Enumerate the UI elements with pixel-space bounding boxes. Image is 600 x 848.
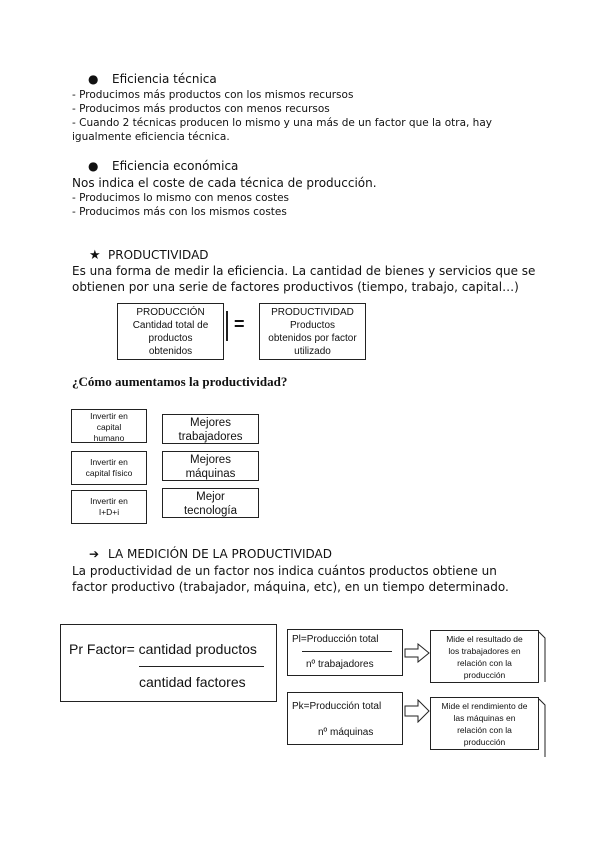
- list-item: - Cuando 2 técnicas producen lo mismo y una más de un factor que la otra, hay: [72, 117, 492, 129]
- box-line: relación con la: [457, 658, 512, 668]
- callout-tab: [539, 697, 551, 757]
- productividad-box: [259, 303, 366, 360]
- pl-numerator: Pl=Producción total: [292, 634, 379, 645]
- formula-numerator: Pr Factor= cantidad productos: [69, 641, 257, 657]
- result-box-maquinas: [162, 451, 259, 481]
- box-line: humano: [93, 433, 125, 443]
- list-item: - Producimos más con los mismos costes: [72, 206, 287, 218]
- pk-numerator: Pk=Producción total: [292, 701, 382, 712]
- box-line: PRODUCCIÓN: [136, 307, 205, 318]
- pl-denominator: nº trabajadores: [306, 659, 374, 670]
- formula-denominator: cantidad factores: [139, 674, 246, 690]
- pk-box: [287, 692, 403, 745]
- fraction-line: [302, 651, 392, 652]
- box-line: PRODUCTIVIDAD: [271, 307, 354, 318]
- section-heading-medicion: LA MEDICIÓN DE LA PRODUCTIVIDAD: [108, 547, 332, 561]
- equals-sign: =: [234, 314, 245, 334]
- box-line: Productos: [289, 320, 336, 331]
- result-box-trabajadores: [162, 414, 259, 444]
- note-box-maquinas: [430, 697, 539, 750]
- box-line: Cantidad total de: [132, 320, 209, 331]
- box-line: relación con la: [457, 725, 512, 735]
- list-item: igualmente eficiencia técnica.: [72, 131, 230, 143]
- question-title: ¿Cómo aumentamos la productividad?: [72, 374, 288, 389]
- box-line: producción: [463, 670, 506, 680]
- box-line: las máquinas en: [453, 713, 516, 723]
- produccion-box: [117, 303, 224, 360]
- box-line: Invertir en: [90, 496, 128, 506]
- bullet-icon: ●: [88, 72, 99, 86]
- paragraph: factor productivo (trabajador, máquina, etc), en un tiempo determinado.: [72, 580, 509, 594]
- callout-tab: [539, 630, 551, 682]
- box-line: Mejor: [196, 491, 225, 503]
- list-item: - Producimos más productos con los mismos recursos: [72, 89, 354, 101]
- pl-box: [287, 629, 403, 676]
- fraction-line: [139, 666, 264, 667]
- box-line: Invertir en: [90, 457, 128, 467]
- invest-box-fisico: [71, 451, 147, 485]
- note-box-trabajadores: [430, 630, 539, 683]
- arrow-right-icon: [404, 643, 430, 663]
- list-item: - Producimos lo mismo con menos costes: [72, 192, 290, 204]
- paragraph: La productividad de un factor nos indica cuántos productos obtiene un: [72, 564, 497, 578]
- paragraph: obtienen por una serie de factores productivos (tiempo, trabajo, capital…): [72, 280, 519, 294]
- box-line: trabajadores: [178, 431, 243, 443]
- box-line: Mide el rendimiento de: [441, 701, 528, 711]
- box-line: Invertir en: [90, 411, 128, 421]
- box-line: máquinas: [185, 468, 236, 480]
- arrow-right-icon: [404, 699, 430, 723]
- section-heading-productividad: PRODUCTIVIDAD: [108, 248, 209, 262]
- box-line: Mejores: [190, 417, 231, 429]
- box-line: tecnología: [183, 505, 238, 517]
- bullet-icon: ●: [88, 159, 99, 173]
- pk-denominator: nº máquinas: [318, 727, 374, 738]
- star-icon: ★: [89, 248, 101, 263]
- box-line: Mide el resultado de: [446, 634, 523, 644]
- box-line: obtenidos por factor: [268, 333, 357, 344]
- box-line: producción: [463, 737, 506, 747]
- section-heading-eficiencia-tecnica: Eficiencia técnica: [112, 72, 217, 86]
- box-line: capital físico: [85, 468, 133, 478]
- box-line: productos: [148, 333, 193, 344]
- paragraph: Es una forma de medir la eficiencia. La cantidad de bienes y servicios que se: [72, 264, 536, 278]
- box-line: obtenidos: [148, 346, 193, 357]
- box-line: I+D+i: [98, 507, 120, 517]
- section-heading-eficiencia-economica: Eficiencia económica: [112, 159, 239, 173]
- box-line: utilizado: [294, 346, 331, 357]
- divider: [226, 311, 228, 341]
- box-line: los trabajadores en: [448, 646, 521, 656]
- invest-box-humano: [71, 409, 147, 443]
- formula-box: [60, 624, 277, 702]
- result-box-tecnologia: [162, 488, 259, 518]
- box-line: capital: [96, 422, 122, 432]
- box-line: Mejores: [190, 454, 231, 466]
- list-item: - Producimos más productos con menos recursos: [72, 103, 330, 115]
- paragraph: Nos indica el coste de cada técnica de producción.: [72, 176, 377, 190]
- invest-box-idi: [71, 490, 147, 524]
- arrow-right-icon: ➔: [89, 547, 100, 561]
